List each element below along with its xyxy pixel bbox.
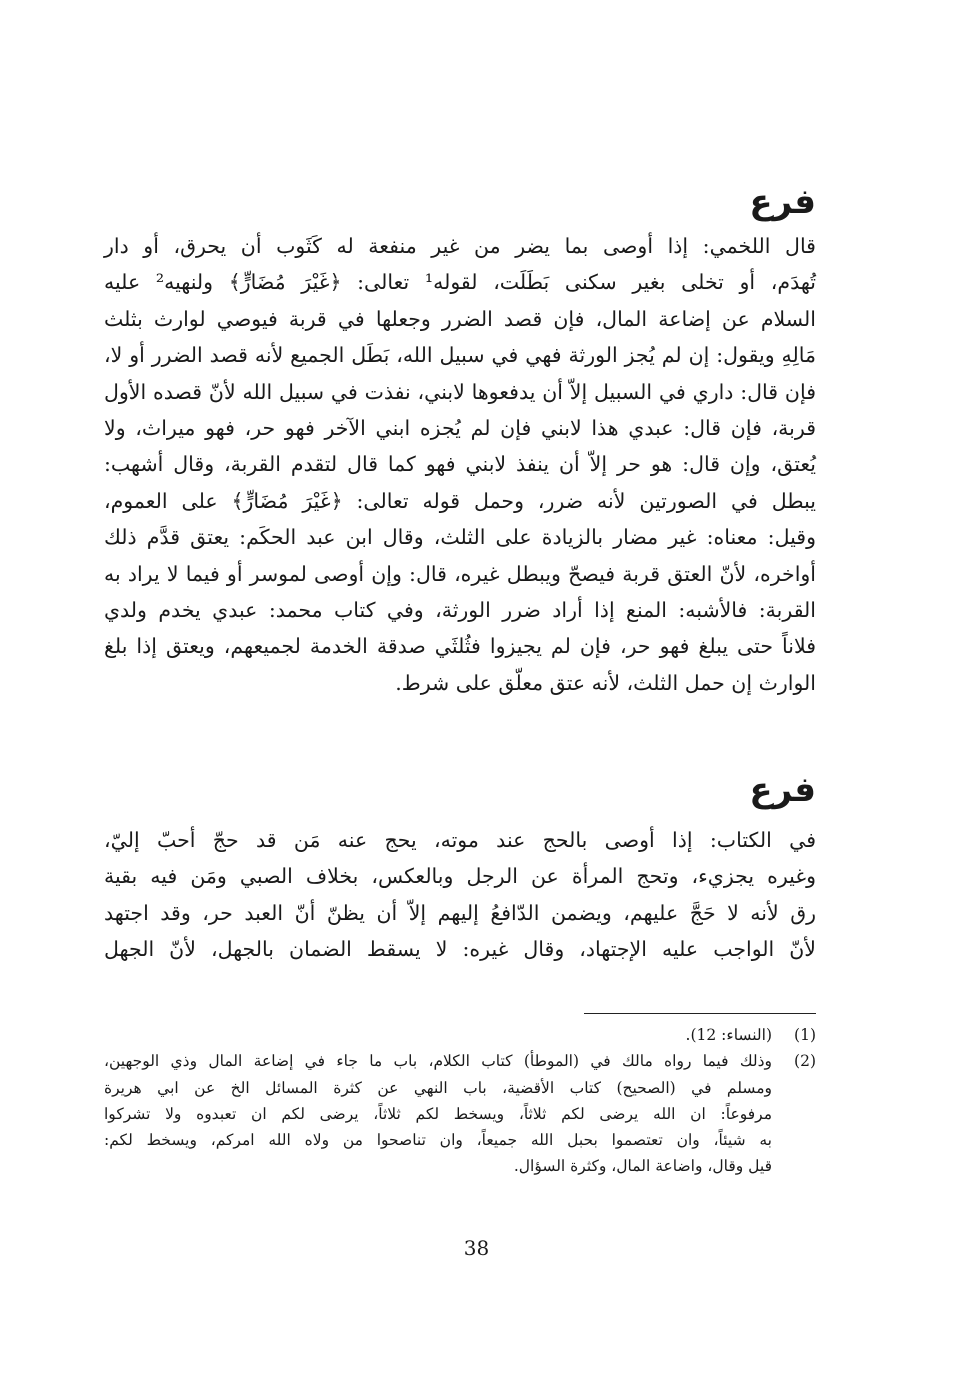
section-heading-1: فرع (749, 182, 816, 222)
footnote-2 (104, 1048, 816, 1179)
footnote-body (104, 1048, 772, 1179)
text-line: وقيل: معناه: غير مضار بالزيادة على الثلث، وقال ابن عبد الحكَم: يعتق قدَّم ذلك (104, 525, 816, 550)
text-line: فإن قال: داري في السبيل إلاّ أن يدفعوها لابني، نفذت في سبيل الله لأنّ قصده الأول (104, 379, 816, 404)
text-line: قربة، فإن قال: عبدي هذا لابني فإن لم يُجزه ابني الآخر فهو حر، فهو ميراث، ولا (104, 416, 816, 441)
footnotes (104, 1022, 816, 1180)
section-heading-2: فرع (749, 770, 816, 810)
footnote-line: به شيئاً، وان تعتصموا بحبل الله جميعاً، وان تناصحوا من ولاه الله امركم، ويسخط لكم: (104, 1131, 772, 1150)
text-line: القربة: فالأشبه: المنع إذا أراد ضرر الورثة، وفي كتاب محمد: عبدي يخدم ولدي (104, 598, 816, 623)
text-line: يبطل في الصورتين لأنه ضرر، وحمل قوله تعالى: ﴿غَيْرَ مُضَارٍّ﴾ على العموم، (104, 488, 816, 513)
text-line: رق لأنه لا حَجَّ عليهم، ويضمن الدّافعُ إليهم إلاّ أن يظنّ أنّ العبد حر، وقد اجتهد (104, 900, 816, 925)
section-2-paragraph (104, 822, 816, 968)
footnote-line: قيل وقال، واضاعة المال، وكثرة السؤال. (513, 1157, 772, 1176)
text-line: فلاناً حتى يبلغ فهو حر، فإن لم يجيزوا فثُلثَي صدقة الخدمة لجميعهم، ويعتق إذا بلغ (104, 634, 816, 659)
text-line: أواخره، لأنّ العتق قربة فيصحّ ويبطل غيره، قال: وإن أوصى لموسر أو فيما لا يراد به (104, 561, 816, 586)
text-line: يُعتق، وإن قال: هو حر إلاّ أن ينفذ لابني فهو كما قال لتقدم القربة، وقال أشهب: (104, 452, 816, 477)
section-1-paragraph (104, 228, 816, 701)
footnote-1 (104, 1022, 816, 1048)
text-line: قال اللخمي: إذا أوصى بما يضر من غير منفعة له كَثَوب أن يحرق، أو دار (104, 234, 816, 258)
footnote-body (104, 1022, 772, 1048)
text-line: مَالِهِ ويقول: إن لم يُجز الورثة فهي في سبيل الله، بَطَل الجميع لأنه قصد الضرر أو لا، (104, 343, 816, 368)
footnote-number: (2) (794, 1052, 816, 1071)
footnote-line: (النساء: 12). (685, 1026, 772, 1044)
text-line: تُهدَم، أو تخلى بغير سكنى بَطَلَت، لقوله¹ تعالى: ﴿غَيْرَ مُضَارٍّ﴾ ولنهيه² عليه (104, 270, 817, 295)
footnote-line: وذلك فيما رواه مالك في (الموطأ) كتاب الكلام، باب ما جاء في إضاعة المال وذي الوجهين، (104, 1052, 772, 1071)
footnote-line: مرفوعاً: ان الله يرضى لكم ثلاثاً، ويسخط لكم ثلاثاً، يرضى لكم ان تعبدوه ولا تشركوا (104, 1104, 772, 1123)
text-line: لأنّ الواجب عليه الإجتهاد، وقال غيره: لا يسقط الضمان بالجهل، لأنّ الجهل (104, 937, 816, 962)
text-line: الوارث إن حمل الثلث، لأنه عتق معلّق على شرط. (395, 670, 816, 695)
page-number: 38 (463, 1236, 490, 1260)
footnote-line: ومسلم في (الصحيح) كتاب الأقضية، باب النهي عن كثرة المسائل الخ عن ابي هريرة (104, 1078, 772, 1097)
footnote-number: (1) (794, 1026, 816, 1044)
text-line: السلام عن إضاعة المال، فإن قصد الضرر وجعلها في قربة فيوصي لوارث بثلث (104, 306, 816, 331)
footnote-separator (584, 1013, 816, 1014)
text-line: وغيره يجزيء، وتحج المرأة عن الرجل وبالعكس، بخلاف الصبي ومَن فيه بقية (104, 864, 816, 889)
text-line: في الكتاب: إذا أوصى بالحج عند موته، يحج عنه مَن قد حجّ أحبّ إليّ، (104, 828, 816, 852)
